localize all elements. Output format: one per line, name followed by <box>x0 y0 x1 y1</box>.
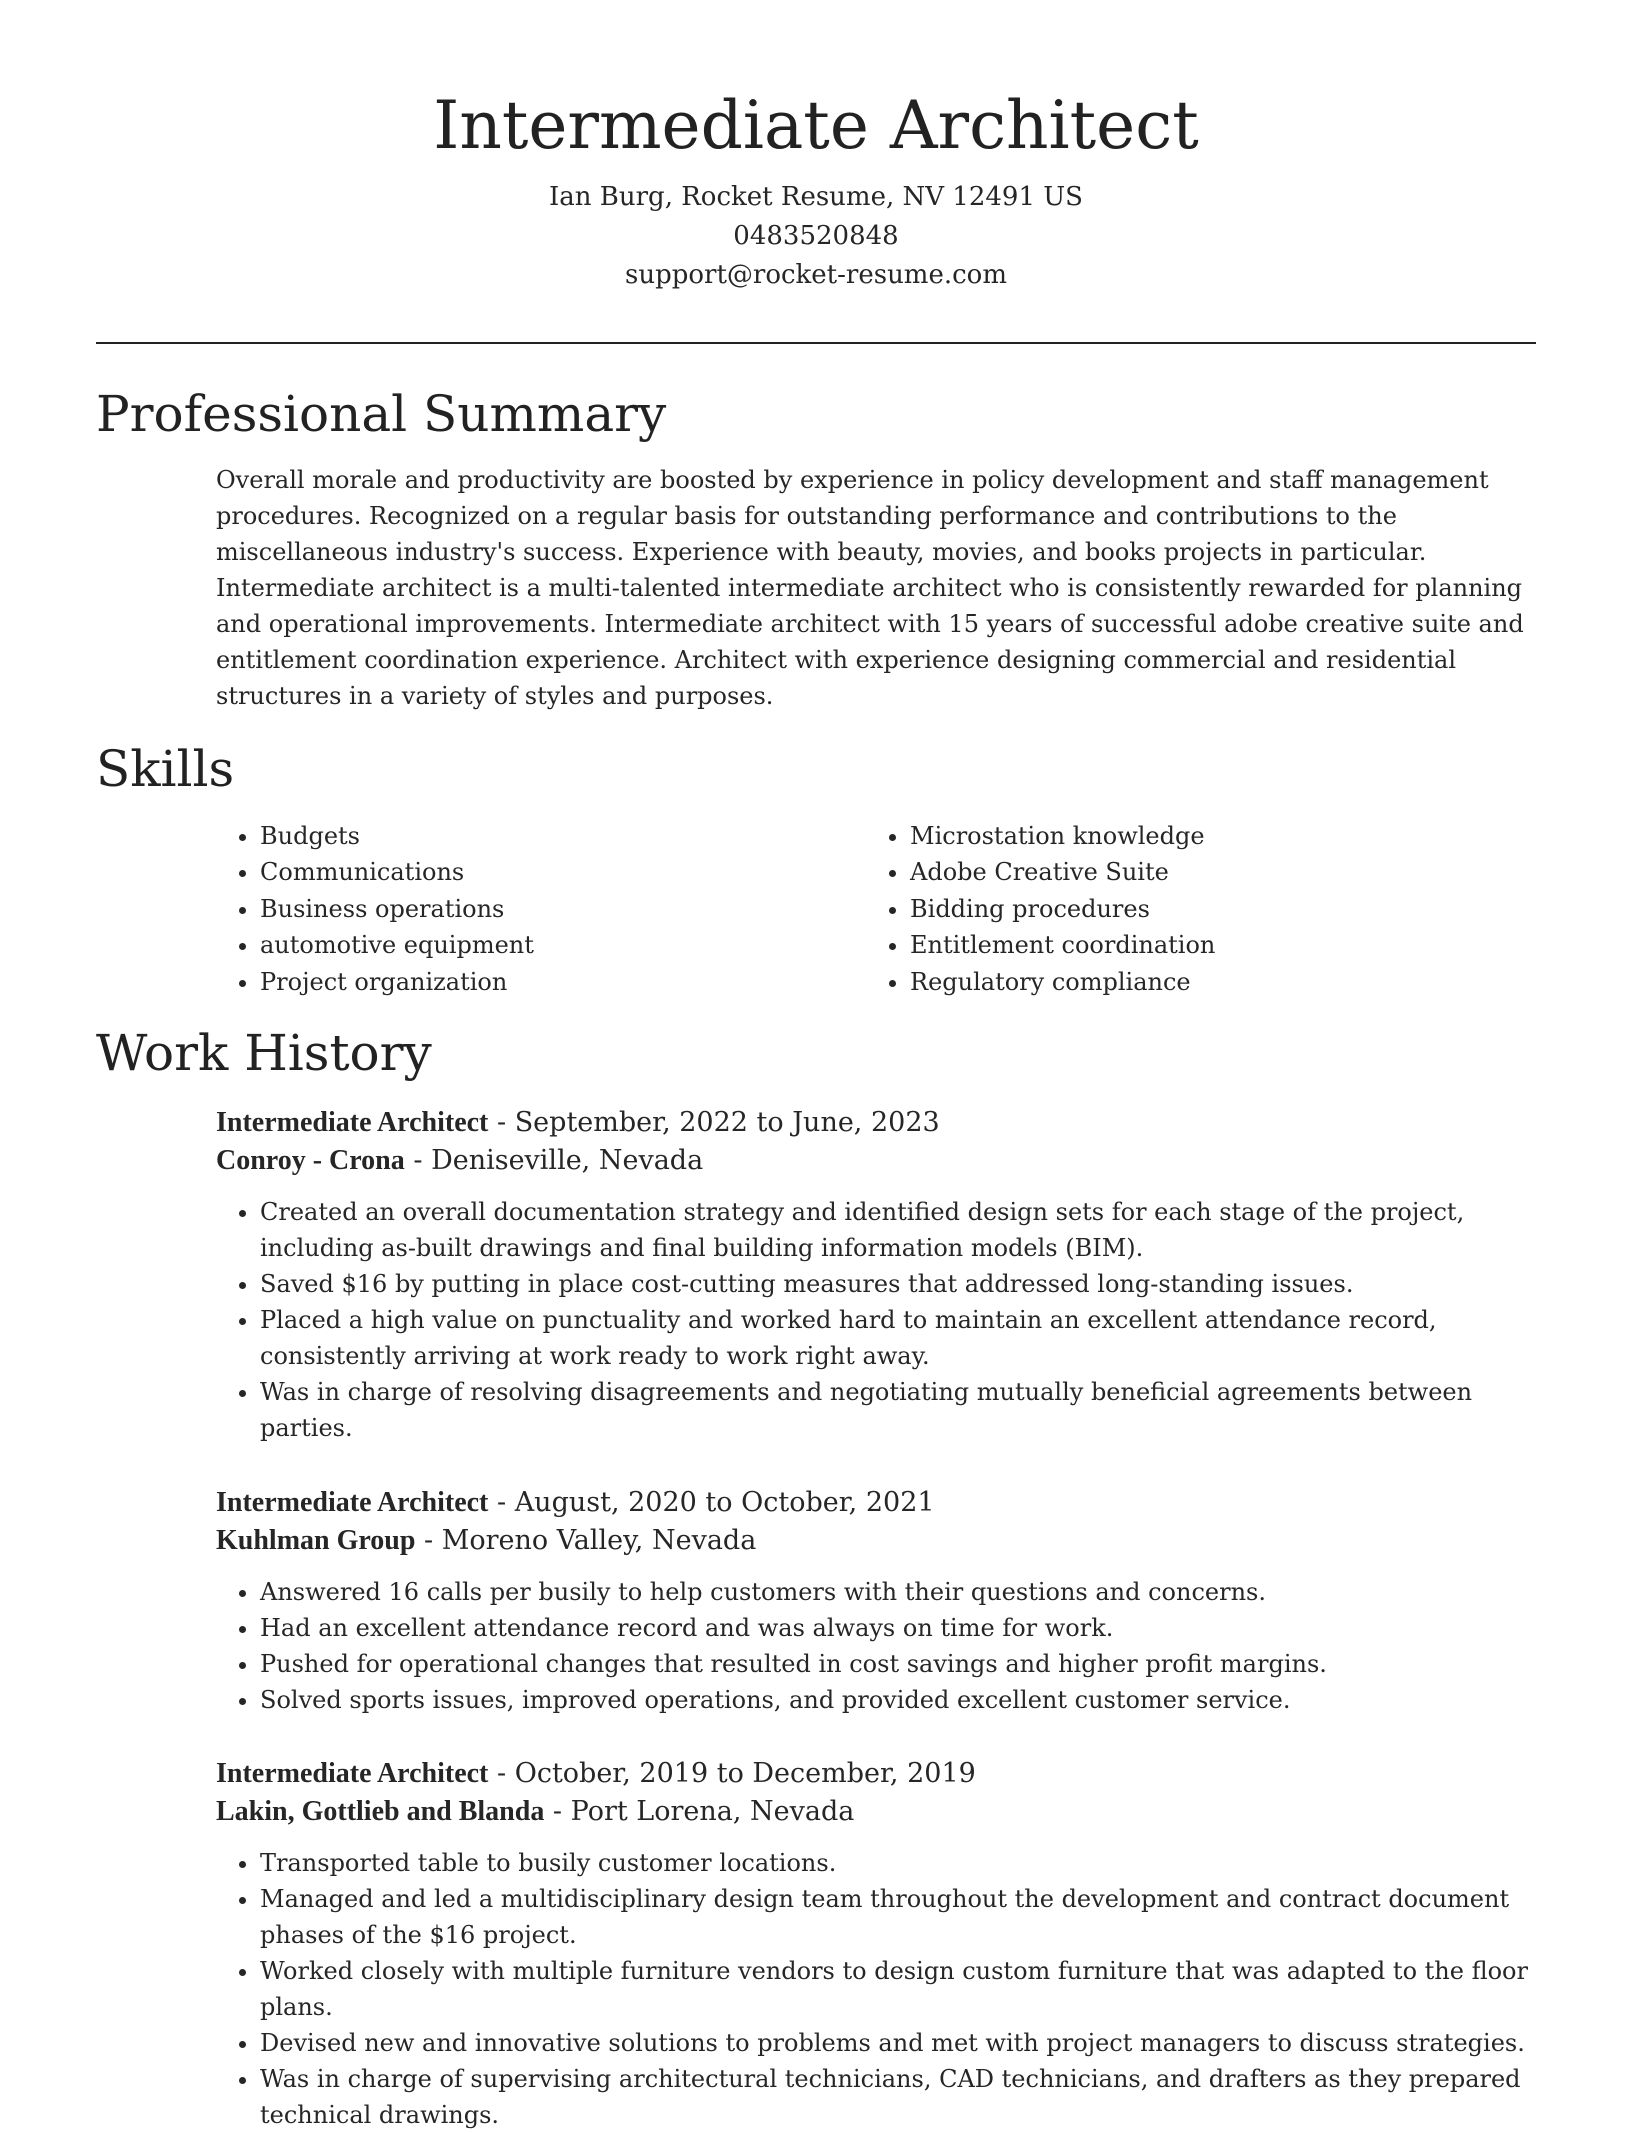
header-divider <box>96 342 1536 344</box>
job-bullets <box>216 1845 1536 2133</box>
contact-phone: 0483520848 <box>733 221 899 251</box>
skill-item: • Business operations <box>260 891 866 927</box>
skills-list <box>216 818 1536 1000</box>
skill-item: • Regulatory compliance <box>910 964 1516 1000</box>
job-company-line: Kuhlman Group - Moreno Valley, Nevada <box>216 1525 757 1556</box>
job-bullet: • Managed and led a multidisciplinary design team throughout the development and contract document phases of the $16 project. <box>260 1881 1536 1953</box>
job-bullet: • Placed a high value on punctuality and worked hard to maintain an excellent attendance record, consistently arriving at work ready to work right away. <box>260 1302 1536 1374</box>
job-bullets <box>216 1574 1536 1718</box>
job-bullet: • Had an excellent attendance record and was always on time for work. <box>260 1610 1536 1646</box>
skill-item: • Entitlement coordination <box>910 927 1516 963</box>
skill-item: • Project organization <box>260 964 866 1000</box>
contact-address: Ian Burg, Rocket Resume, NV 12491 US <box>549 182 1083 212</box>
job-bullet: • Answered 16 calls per busily to help customers with their questions and concerns. <box>260 1574 1536 1610</box>
job-title: Intermediate Architect <box>216 1758 489 1789</box>
job-entry <box>216 1484 1536 1718</box>
job-location: Deniseville, Nevada <box>431 1145 704 1176</box>
job-dates: October, 2019 to December, 2019 <box>514 1758 976 1789</box>
job-bullet: • Solved sports issues, improved operations, and provided excellent customer service. <box>260 1682 1536 1718</box>
skills-column-right <box>866 818 1516 1000</box>
job-bullet: • Transported table to busily customer locations. <box>260 1845 1536 1881</box>
job-title: Intermediate Architect <box>216 1107 489 1138</box>
job-dates: August, 2020 to October, 2021 <box>514 1487 935 1518</box>
job-bullet: • Was in charge of supervising architectural technicians, CAD technicians, and drafters as they prepared technical drawings. <box>260 2061 1536 2133</box>
job-company-line: Conroy - Crona - Deniseville, Nevada <box>216 1145 704 1176</box>
job-dates: September, 2022 to June, 2023 <box>514 1107 940 1138</box>
job-title-line: Intermediate Architect - August, 2020 to October, 2021 <box>216 1487 935 1518</box>
skill-item: • Bidding procedures <box>910 891 1516 927</box>
job-bullet: • Worked closely with multiple furniture vendors to design custom furniture that was adapted to the floor plans. <box>260 1953 1536 2025</box>
summary-text: Overall morale and productivity are boosted by experience in policy development and staff management procedures. Recognized on a regular basis for outstanding performance and contributions to the miscellaneous industry's success. Experience with beauty, movies, and books projects in particular. Intermediate architect is a multi-talented intermediate architect who is consistently rewarded for planning and operational improvements. Intermediate architect with 15 years of successful adobe creative suite and entitlement coordination experience. Architect with experience designing commercial and residential structures in a variety of styles and purposes. <box>216 466 1524 710</box>
skill-item: • automotive equipment <box>260 927 866 963</box>
job-bullet: • Saved $16 by putting in place cost-cutting measures that addressed long-standing issues. <box>260 1266 1536 1302</box>
job-title-line: Intermediate Architect - October, 2019 to December, 2019 <box>216 1758 976 1789</box>
job-bullet: • Devised new and innovative solutions to problems and met with project managers to discuss strategies. <box>260 2025 1536 2061</box>
job-bullets <box>216 1194 1536 1446</box>
job-company: Lakin, Gottlieb and Blanda <box>216 1796 545 1827</box>
job-bullet: • Created an overall documentation strategy and identified design sets for each stage of the project, including as-built drawings and final building information models (BIM). <box>260 1194 1536 1266</box>
job-location: Moreno Valley, Nevada <box>441 1525 757 1556</box>
skills-heading: Skills <box>96 740 235 798</box>
job-entry <box>216 1755 1536 2133</box>
contact-email: support@rocket-resume.com <box>624 260 1007 290</box>
job-company: Kuhlman Group <box>216 1525 416 1556</box>
job-entry <box>216 1104 1536 1446</box>
job-title-line: Intermediate Architect - September, 2022 to June, 2023 <box>216 1107 940 1138</box>
contact-block <box>0 178 1632 295</box>
job-bullet: • Pushed for operational changes that resulted in cost savings and higher profit margins. <box>260 1646 1536 1682</box>
job-title: Intermediate Architect <box>216 1487 489 1518</box>
job-company-line: Lakin, Gottlieb and Blanda - Port Lorena, Nevada <box>216 1796 855 1827</box>
skill-item: • Microstation knowledge <box>910 818 1516 854</box>
resume-header <box>0 0 1632 295</box>
skills-column-left <box>216 818 866 1000</box>
skill-item: • Adobe Creative Suite <box>910 854 1516 890</box>
candidate-title: Intermediate Architect <box>433 87 1199 164</box>
job-bullet: • Was in charge of resolving disagreements and negotiating mutually beneficial agreements between parties. <box>260 1374 1536 1446</box>
summary-heading: Professional Summary <box>96 385 667 443</box>
job-location: Port Lorena, Nevada <box>570 1796 855 1827</box>
work-history-heading: Work History <box>96 1024 432 1082</box>
job-company: Conroy - Crona <box>216 1145 405 1176</box>
skill-item: • Budgets <box>260 818 866 854</box>
skill-item: • Communications <box>260 854 866 890</box>
